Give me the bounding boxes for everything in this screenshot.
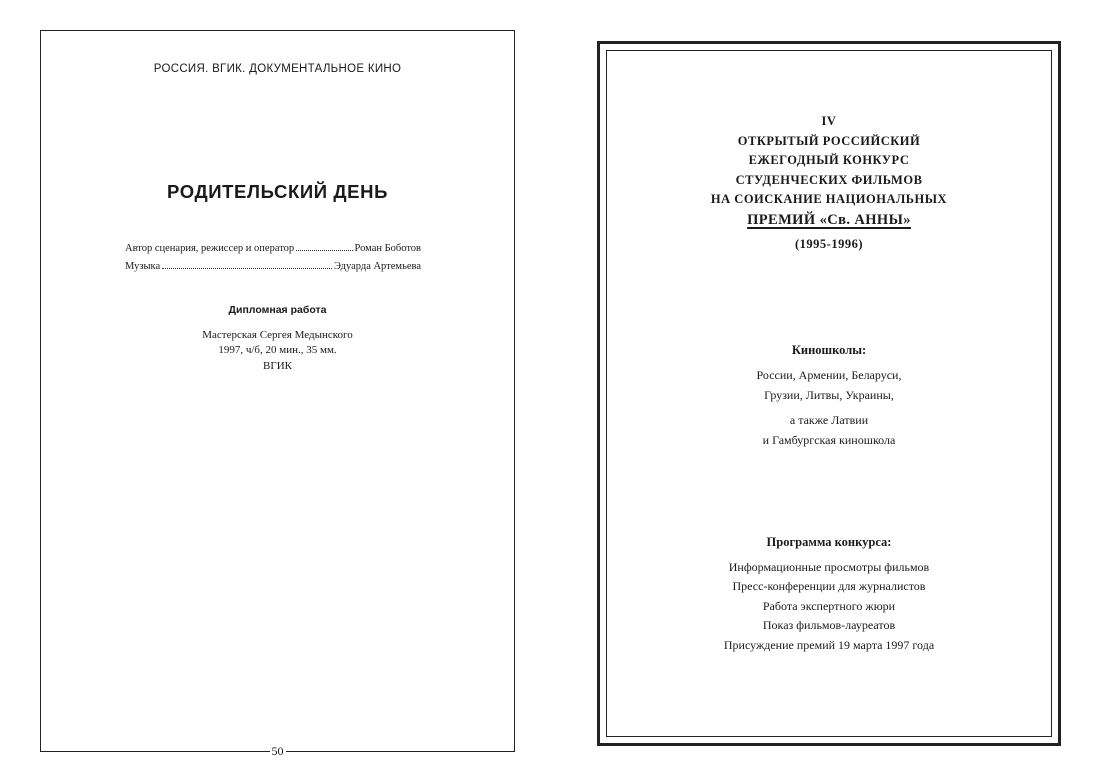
program-item: Работа экспертного жюри bbox=[762, 598, 896, 613]
page-number-text: 50 bbox=[271, 744, 284, 758]
program-item: Пресс-конференции для журналистов bbox=[732, 579, 926, 593]
leader-dots bbox=[162, 268, 332, 269]
page-number bbox=[41, 744, 514, 759]
schools-line: и Гамбургская киношкола bbox=[762, 433, 896, 447]
credits-block bbox=[125, 240, 421, 276]
program-item: Присуждение премий 19 марта 1997 года bbox=[723, 637, 935, 652]
film-title: РОДИТЕЛЬСКИЙ ДЕНЬ bbox=[167, 181, 388, 202]
film-subtitle: Дипломная работа bbox=[228, 304, 327, 316]
schools-line: Грузии, Литвы, Украины, bbox=[764, 388, 894, 402]
heading-line: ОТКРЫТЫЙ РОССИЙСКИЙ bbox=[737, 133, 921, 148]
contest-years: (1995-1996) bbox=[795, 237, 863, 251]
credit-row bbox=[125, 240, 421, 258]
schools-line: России, Армении, Беларуси, bbox=[756, 368, 902, 382]
detail-line: Мастерская Сергея Медынского bbox=[202, 328, 353, 341]
film-schools-section bbox=[606, 340, 1052, 450]
credit-role: Музыка bbox=[125, 261, 161, 272]
heading-line: НА СОИСКАНИЕ НАЦИОНАЛЬНЫХ bbox=[710, 192, 948, 206]
detail-line: 1997, ч/б, 20 мин., 35 мм. bbox=[218, 344, 337, 356]
credit-name: Эдуарда Артемьева bbox=[333, 261, 421, 272]
left-page-header: РОССИЯ. ВГИК. ДОКУМЕНТАЛЬНОЕ КИНО bbox=[153, 63, 402, 75]
heading-line: СТУДЕНЧЕСКИХ ФИЛЬМОВ bbox=[735, 172, 923, 187]
program-section bbox=[606, 533, 1052, 655]
schools-line: а также Латвии bbox=[789, 413, 869, 427]
credit-name: Роман Боботов bbox=[354, 243, 421, 254]
credit-row bbox=[125, 258, 421, 276]
award-name: ПРЕМИЙ «Св. АННЫ» bbox=[747, 211, 911, 228]
program-item: Информационные просмотры фильмов bbox=[728, 559, 930, 574]
program-item: Показ фильмов-лауреатов bbox=[762, 618, 896, 632]
edition-numeral: IV bbox=[821, 114, 837, 128]
leader-dots bbox=[296, 250, 352, 251]
detail-line: ВГИК bbox=[263, 359, 292, 372]
program-title: Программа конкурса: bbox=[766, 535, 892, 549]
contest-heading bbox=[606, 112, 1052, 255]
film-details bbox=[41, 303, 514, 374]
credit-role: Автор сценария, режиссер и оператор bbox=[125, 243, 295, 254]
heading-line: ЕЖЕГОДНЫЙ КОНКУРС bbox=[748, 153, 910, 167]
schools-title: Киношколы: bbox=[791, 343, 867, 357]
left-page bbox=[40, 30, 515, 758]
